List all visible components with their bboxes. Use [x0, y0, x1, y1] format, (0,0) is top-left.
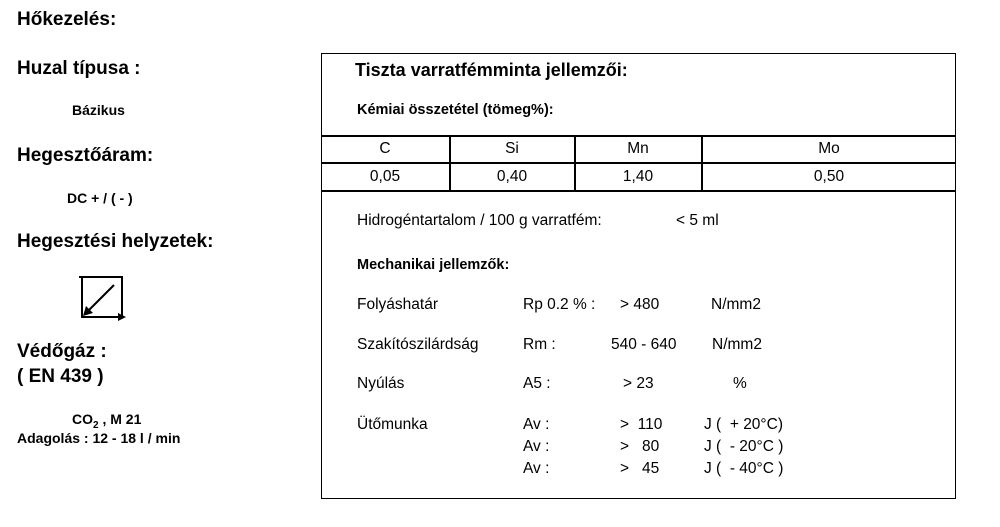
yield-strength-unit: N/mm2 — [711, 296, 761, 313]
current-value: DC + / ( - ) — [67, 190, 133, 206]
impact-energy-name: Ütőmunka — [357, 416, 428, 433]
gas-value-subscript: 2 — [93, 419, 99, 431]
yield-strength-value: > 480 — [620, 296, 660, 313]
impact-unit-1: J ( + 20°C) — [704, 416, 783, 433]
gas-standard: ( EN 439 ) — [17, 366, 104, 387]
table-header-mn: Mn — [627, 140, 649, 157]
chemical-composition-title: Kémiai összetétel (tömeg%): — [357, 102, 554, 118]
yield-strength-name: Folyáshatár — [357, 296, 438, 313]
impact-symbol-3: Av : — [523, 460, 550, 477]
tensile-strength-value: 540 - 640 — [611, 336, 677, 353]
impact-symbol-1: Av : — [523, 416, 550, 433]
table-header-c: C — [379, 140, 391, 157]
hydrogen-value: < 5 ml — [676, 212, 719, 229]
table-value-si: 0,40 — [496, 168, 528, 185]
heat-treatment-label: Hőkezelés: — [17, 9, 117, 30]
yield-strength-symbol: Rp 0.2 % : — [523, 296, 596, 313]
impact-value-1: > 110 — [620, 416, 663, 433]
elongation-value: > 23 — [623, 375, 654, 392]
tensile-strength-symbol: Rm : — [523, 336, 556, 353]
table-value-c: 0,05 — [369, 168, 401, 185]
impact-symbol-2: Av : — [523, 438, 550, 455]
wire-type-label: Huzal típusa : — [17, 58, 141, 79]
table-bottom-border — [321, 190, 956, 192]
welding-positions-label: Hegesztési helyzetek: — [17, 231, 214, 252]
table-value-mo: 0,50 — [813, 168, 845, 185]
tensile-strength-unit: N/mm2 — [712, 336, 762, 353]
wire-type-value: Bázikus — [72, 102, 125, 118]
gas-value — [72, 411, 141, 431]
table-top-border — [321, 135, 956, 137]
gas-value-rest: , M 21 — [98, 411, 142, 427]
elongation-symbol: A5 : — [523, 375, 551, 392]
table-header-si: Si — [505, 140, 519, 157]
current-label: Hegesztőáram: — [17, 145, 154, 166]
impact-value-2: > 80 — [620, 438, 660, 455]
mechanical-properties-title: Mechanikai jellemzők: — [357, 257, 510, 273]
impact-unit-3: J ( - 40°C ) — [704, 460, 784, 477]
shielding-gas-label: Védőgáz : — [17, 341, 107, 362]
table-header-divider — [321, 162, 956, 164]
table-value-mn: 1,40 — [622, 168, 654, 185]
box-title: Tiszta varratfémminta jellemzői: — [355, 60, 628, 80]
welding-position-icon — [78, 275, 128, 323]
impact-value-3: > 45 — [620, 460, 660, 477]
impact-unit-2: J ( - 20°C ) — [704, 438, 784, 455]
elongation-unit: % — [733, 375, 747, 392]
gas-value-co: CO — [72, 411, 93, 427]
hydrogen-label: Hidrogéntartalom / 100 g varratfém: — [357, 212, 602, 229]
flow-rate: Adagolás : 12 - 18 l / min — [17, 430, 181, 446]
elongation-name: Nyúlás — [357, 375, 405, 392]
table-header-mo: Mo — [818, 140, 840, 157]
tensile-strength-name: Szakítószilárdság — [357, 336, 479, 353]
